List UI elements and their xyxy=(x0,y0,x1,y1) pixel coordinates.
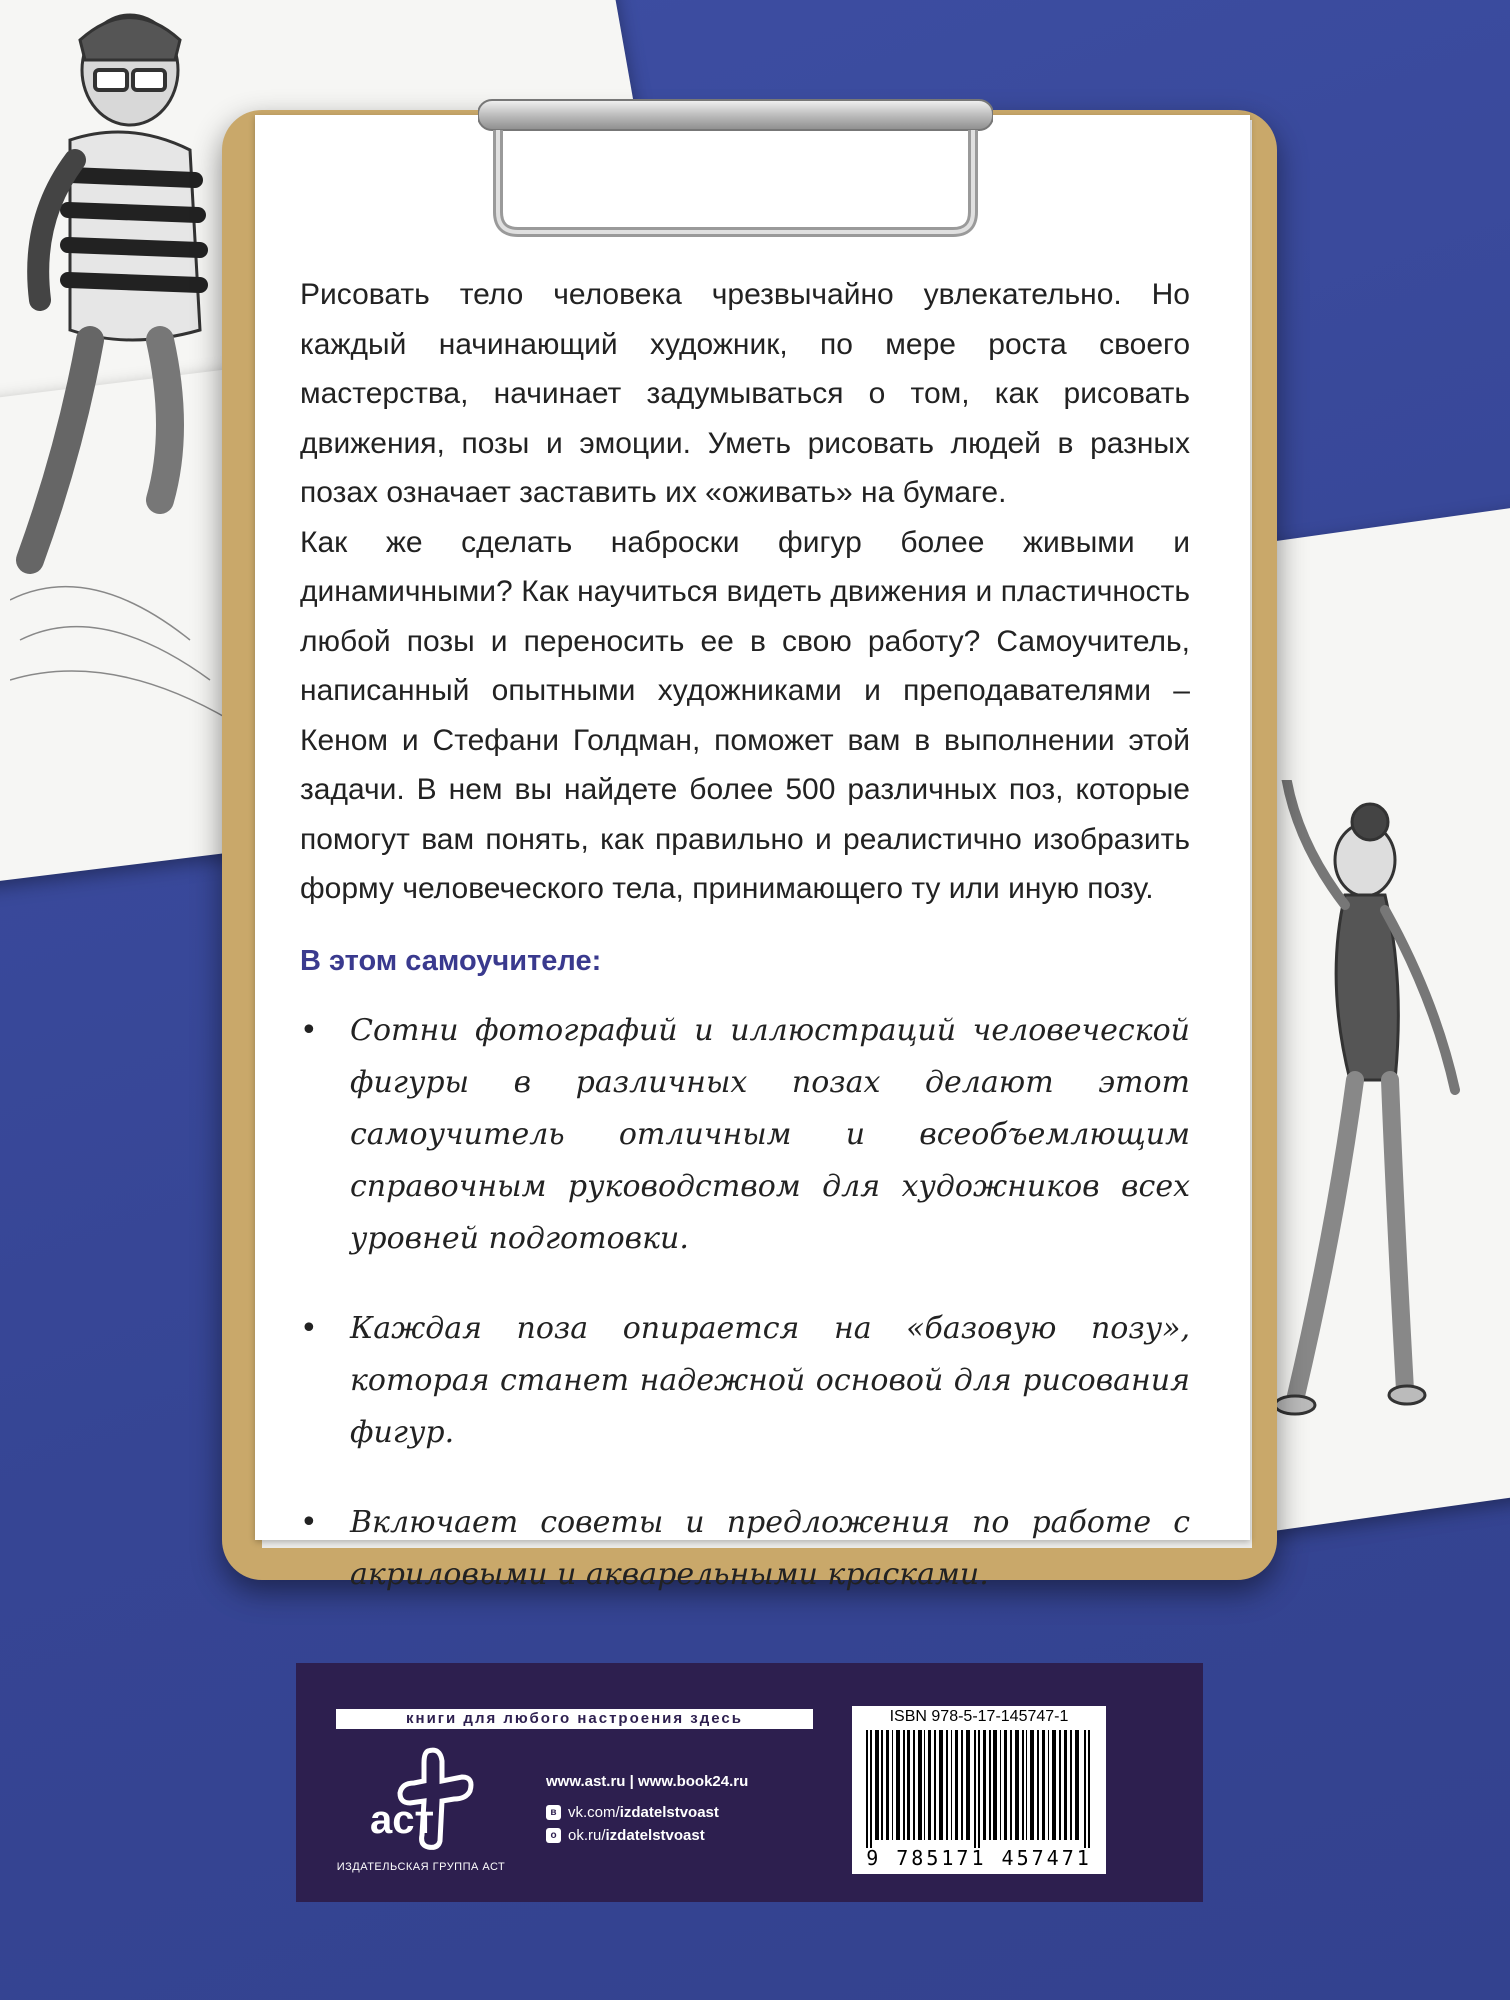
list-item xyxy=(300,1497,1190,1601)
publisher-footer xyxy=(296,1663,1203,1902)
ok-link[interactable]: о ok.ru/ izdatelstvoast xyxy=(546,1827,748,1844)
website-links[interactable]: www.ast.ru | www.book24.ru xyxy=(546,1773,749,1790)
logo-caption: ИЗДАТЕЛЬСКАЯ ГРУППА АСТ xyxy=(336,1861,506,1873)
isbn-text: ISBN 978-5-17-145747-1 xyxy=(889,1708,1069,1725)
list-item-text: Сотни фотографий и иллюстраций человеческой фигуры в различных позах делают этот самоучитель отличным и всеобъемлющим справочным руководством для художников всех уровней подготовки. xyxy=(350,1013,1190,1256)
list-item-text: Включает советы и предложения по работе с акриловыми и акварельными красками. xyxy=(350,1505,1190,1592)
binder-clip-icon xyxy=(478,92,993,240)
section-title: В этом самоучителе: xyxy=(300,945,602,977)
svg-text:аст: аст xyxy=(370,1798,435,1842)
feature-list xyxy=(300,1005,1190,1639)
barcode-box xyxy=(852,1706,1106,1874)
boy-sketch-illustration xyxy=(10,0,240,740)
publisher-links xyxy=(546,1773,748,1850)
ast-logo-icon xyxy=(366,1741,476,1851)
intro-paragraph-2: Как же сделать наброски фигур более живыми и динамичными? Как научиться видеть движения и пластичность любой позы и переносить ее в свою работу? Самоучитель, написанный опытными художниками и преподавателями – Кеном и Стефани Голдман, поможет вам в выполнении этой задачи. В нем вы найдете более 500 различных поз, которые помогут вам понять, как правильно и реалистично изобразить форму человеческого тела, принимающего ту или иную позу. xyxy=(300,525,1190,905)
barcode-digits: 9 785171 457471 xyxy=(866,1846,1092,1870)
intro-paragraph-1: Рисовать тело человека чрезвычайно увлекательно. Но каждый начинающий художник, по мере роста своего мастерства, начинает задумываться о том, как рисовать движения, позы и эмоции. Уметь рисовать людей в разных позах означает заставить их «оживать» на бумаге. xyxy=(300,278,1190,509)
vk-icon: в xyxy=(546,1805,561,1820)
description-text xyxy=(300,270,1190,914)
footer-slogan: книги для любого настроения здесь xyxy=(336,1709,813,1729)
bullet-icon: • xyxy=(300,1311,318,1346)
barcode-icon xyxy=(866,1730,1092,1848)
vk-link[interactable]: в vk.com/ izdatelstvoast xyxy=(546,1804,748,1821)
bullet-icon: • xyxy=(300,1013,318,1048)
dancer-sketch-illustration xyxy=(1255,780,1485,1440)
ok-icon: о xyxy=(546,1828,561,1843)
bullet-icon: • xyxy=(300,1505,318,1540)
list-item xyxy=(300,1005,1190,1265)
list-item-text: Каждая поза опирается на «базовую позу», которая станет надежной основой для рисования фигур. xyxy=(350,1311,1190,1450)
list-item xyxy=(300,1303,1190,1459)
